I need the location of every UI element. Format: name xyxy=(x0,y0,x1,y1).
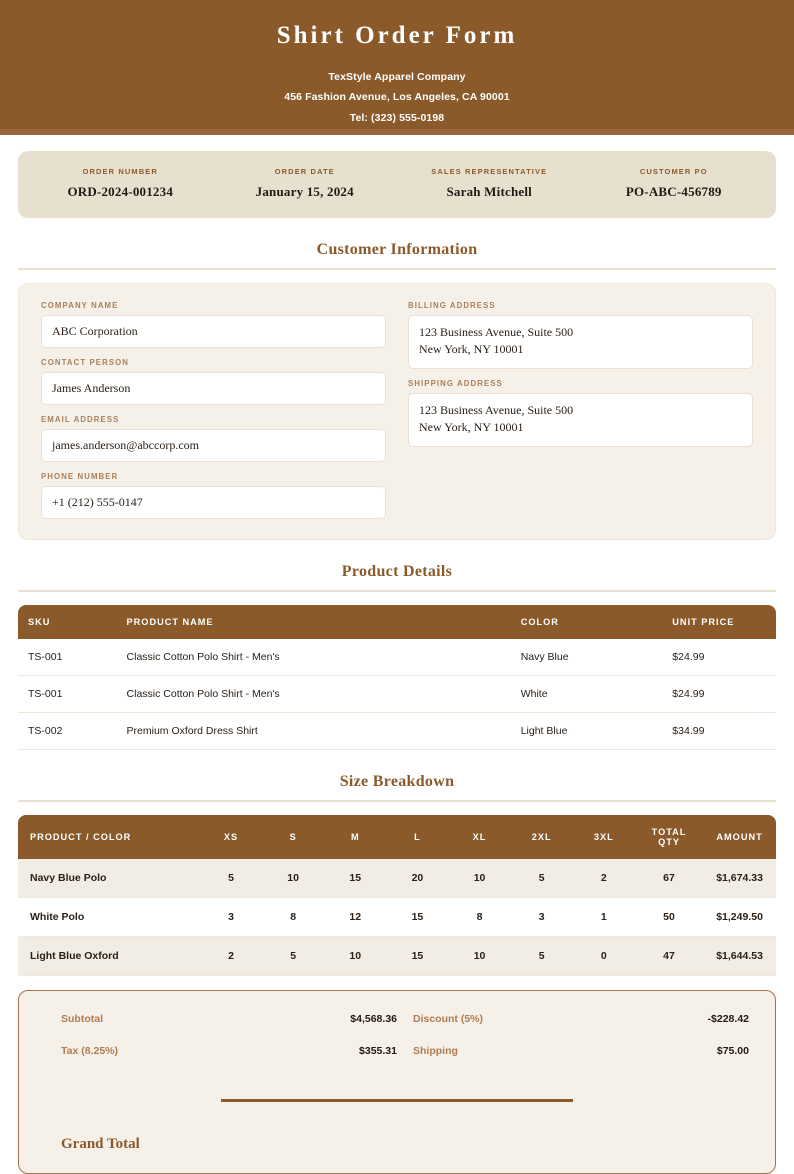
cell-xl: 8 xyxy=(448,898,510,937)
meta-label: ORDER NUMBER xyxy=(82,167,158,176)
meta-customer-po xyxy=(582,167,767,200)
cell-product-color: Light Blue Oxford xyxy=(18,937,200,976)
cell-amount: $1,249.50 xyxy=(703,898,776,937)
table-row xyxy=(18,898,776,937)
phone-input[interactable]: +1 (212) 555-0147 xyxy=(41,486,386,519)
cell-sku: TS-001 xyxy=(18,639,117,676)
customer-right-column xyxy=(408,301,753,519)
field-label: SHIPPING ADDRESS xyxy=(408,378,503,388)
cell-color: White xyxy=(511,676,663,713)
company-name-input[interactable]: ABC Corporation xyxy=(41,315,386,348)
table-header-row xyxy=(18,605,776,639)
column-header-amount: AMOUNT xyxy=(703,815,776,859)
discount-label: Discount (5%) xyxy=(413,1013,484,1025)
email-input[interactable]: james.anderson@abccorp.com xyxy=(41,429,386,462)
table-row xyxy=(18,676,776,713)
meta-order-date xyxy=(213,167,398,200)
subtotal-value: $4,568.36 xyxy=(350,1013,397,1025)
meta-sales-representative xyxy=(397,167,582,200)
total-qty-line-2: QTY xyxy=(658,837,680,847)
cell-name: Classic Cotton Polo Shirt - Men's xyxy=(117,639,511,676)
column-header-price: UNIT PRICE xyxy=(662,605,776,639)
section-title-customer-information: Customer Information xyxy=(316,241,478,258)
column-header-xs: XS xyxy=(200,815,262,859)
billing-address-input[interactable] xyxy=(408,315,753,369)
cell-name: Premium Oxford Dress Shirt xyxy=(117,713,511,750)
section-title-size-breakdown: Size Breakdown xyxy=(339,773,455,790)
field-phone-number xyxy=(41,472,386,519)
table-row xyxy=(18,937,776,976)
shipping-value: $75.00 xyxy=(716,1045,749,1057)
grand-total-divider xyxy=(221,1099,573,1102)
totals-grid xyxy=(45,1013,749,1153)
cell-price: $24.99 xyxy=(662,676,776,713)
document-header xyxy=(0,0,794,135)
cell-xs: 5 xyxy=(200,859,262,898)
cell-amount: $1,674.33 xyxy=(703,859,776,898)
cell-m: 15 xyxy=(324,859,386,898)
cell-l: 15 xyxy=(386,898,448,937)
column-header-color: COLOR xyxy=(511,605,663,639)
cell-total: 47 xyxy=(635,937,703,976)
billing-address-line-2: New York, NY 10001 xyxy=(419,342,524,357)
cell-2xl: 5 xyxy=(511,859,573,898)
size-breakdown-wrap xyxy=(0,802,794,976)
field-label: BILLING ADDRESS xyxy=(408,301,496,310)
column-header-product-color: PRODUCT / COLOR xyxy=(18,815,200,859)
tax-value: $355.31 xyxy=(359,1045,397,1057)
column-header-xl: XL xyxy=(448,815,510,859)
field-label: EMAIL ADDRESS xyxy=(41,415,120,424)
cell-total: 67 xyxy=(635,859,703,898)
column-header-name: PRODUCT NAME xyxy=(117,605,511,639)
cell-color: Light Blue xyxy=(511,713,663,750)
meta-label: SALES REPRESENTATIVE xyxy=(431,167,548,176)
meta-value: ORD-2024-001234 xyxy=(67,184,174,199)
cell-xs: 2 xyxy=(200,937,262,976)
totals-wrap xyxy=(0,976,794,1174)
cell-3xl: 2 xyxy=(573,859,635,898)
subtotal-label: Subtotal xyxy=(61,1013,103,1025)
field-billing-address xyxy=(408,301,753,369)
shipping-address-line-2: New York, NY 10001 xyxy=(419,420,524,435)
page-title: Shirt Order Form xyxy=(276,22,518,49)
cell-s: 5 xyxy=(262,937,324,976)
cell-m: 12 xyxy=(324,898,386,937)
field-label: COMPANY NAME xyxy=(41,301,119,310)
cell-price: $34.99 xyxy=(662,713,776,750)
cell-s: 10 xyxy=(262,859,324,898)
column-header-total-qty xyxy=(635,815,703,859)
table-row xyxy=(18,639,776,676)
meta-value: Sarah Mitchell xyxy=(446,184,532,199)
field-shipping-address xyxy=(408,379,753,447)
meta-label: ORDER DATE xyxy=(274,167,335,176)
cell-3xl: 1 xyxy=(573,898,635,937)
table-row xyxy=(18,713,776,750)
shipping-address-line-1: 123 Business Avenue, Suite 500 xyxy=(419,402,574,417)
tax-label: Tax (8.25%) xyxy=(61,1045,118,1057)
company-phone: Tel: (323) 555-0198 xyxy=(349,111,445,124)
cell-l: 15 xyxy=(386,937,448,976)
cell-color: Navy Blue xyxy=(511,639,663,676)
contact-person-input[interactable]: James Anderson xyxy=(41,372,386,405)
customer-info-wrap xyxy=(0,270,794,540)
cell-amount: $1,644.53 xyxy=(703,937,776,976)
field-label: PHONE NUMBER xyxy=(41,472,119,481)
meta-label: CUSTOMER PO xyxy=(639,167,708,176)
company-address: 456 Fashion Avenue, Los Angeles, CA 90001 xyxy=(284,91,510,104)
order-meta-bar xyxy=(18,151,776,218)
field-email-address xyxy=(41,415,386,462)
total-qty-line-1: TOTAL xyxy=(651,827,687,837)
column-header-2xl: 2XL xyxy=(511,815,573,859)
cell-product-color: Navy Blue Polo xyxy=(18,859,200,898)
shipping-address-input[interactable] xyxy=(408,393,753,447)
meta-order-number xyxy=(28,167,213,200)
grand-total-label: Grand Total xyxy=(61,1136,140,1152)
column-header-m: M xyxy=(324,815,386,859)
discount-value: -$228.42 xyxy=(707,1013,749,1025)
grand-total-value xyxy=(573,1134,749,1148)
cell-xl: 10 xyxy=(448,937,510,976)
totals-panel xyxy=(18,990,776,1174)
field-company-name xyxy=(41,301,386,348)
column-header-sku: SKU xyxy=(18,605,117,639)
product-table-header xyxy=(18,605,776,639)
field-contact-person xyxy=(41,358,386,405)
column-header-s: S xyxy=(262,815,324,859)
cell-l: 20 xyxy=(386,859,448,898)
meta-value: January 15, 2024 xyxy=(255,184,354,199)
cell-xl: 10 xyxy=(448,859,510,898)
cell-product-color: White Polo xyxy=(18,898,200,937)
size-breakdown-table xyxy=(18,815,776,976)
order-meta-wrap xyxy=(0,135,794,218)
section-title-product-details: Product Details xyxy=(341,563,453,580)
cell-xs: 3 xyxy=(200,898,262,937)
cell-m: 10 xyxy=(324,937,386,976)
meta-value: PO-ABC-456789 xyxy=(625,184,722,199)
table-header-row xyxy=(18,815,776,859)
customer-info-panel xyxy=(18,283,776,540)
cell-3xl: 0 xyxy=(573,937,635,976)
cell-total: 50 xyxy=(635,898,703,937)
cell-sku: TS-001 xyxy=(18,676,117,713)
company-name: TexStyle Apparel Company xyxy=(328,71,466,83)
table-row xyxy=(18,859,776,898)
size-table-body xyxy=(18,859,776,976)
shipping-label: Shipping xyxy=(413,1045,458,1057)
cell-name: Classic Cotton Polo Shirt - Men's xyxy=(117,676,511,713)
cell-price: $24.99 xyxy=(662,639,776,676)
cell-2xl: 5 xyxy=(511,937,573,976)
product-table-body xyxy=(18,639,776,750)
column-header-3xl: 3XL xyxy=(573,815,635,859)
cell-sku: TS-002 xyxy=(18,713,117,750)
cell-s: 8 xyxy=(262,898,324,937)
product-details-wrap xyxy=(0,592,794,750)
size-table-header xyxy=(18,815,776,859)
billing-address-line-1: 123 Business Avenue, Suite 500 xyxy=(419,325,574,339)
field-label: CONTACT PERSON xyxy=(41,358,130,367)
column-header-l: L xyxy=(386,815,448,859)
product-details-table xyxy=(18,605,776,750)
cell-2xl: 3 xyxy=(511,898,573,937)
customer-left-column xyxy=(41,301,386,519)
